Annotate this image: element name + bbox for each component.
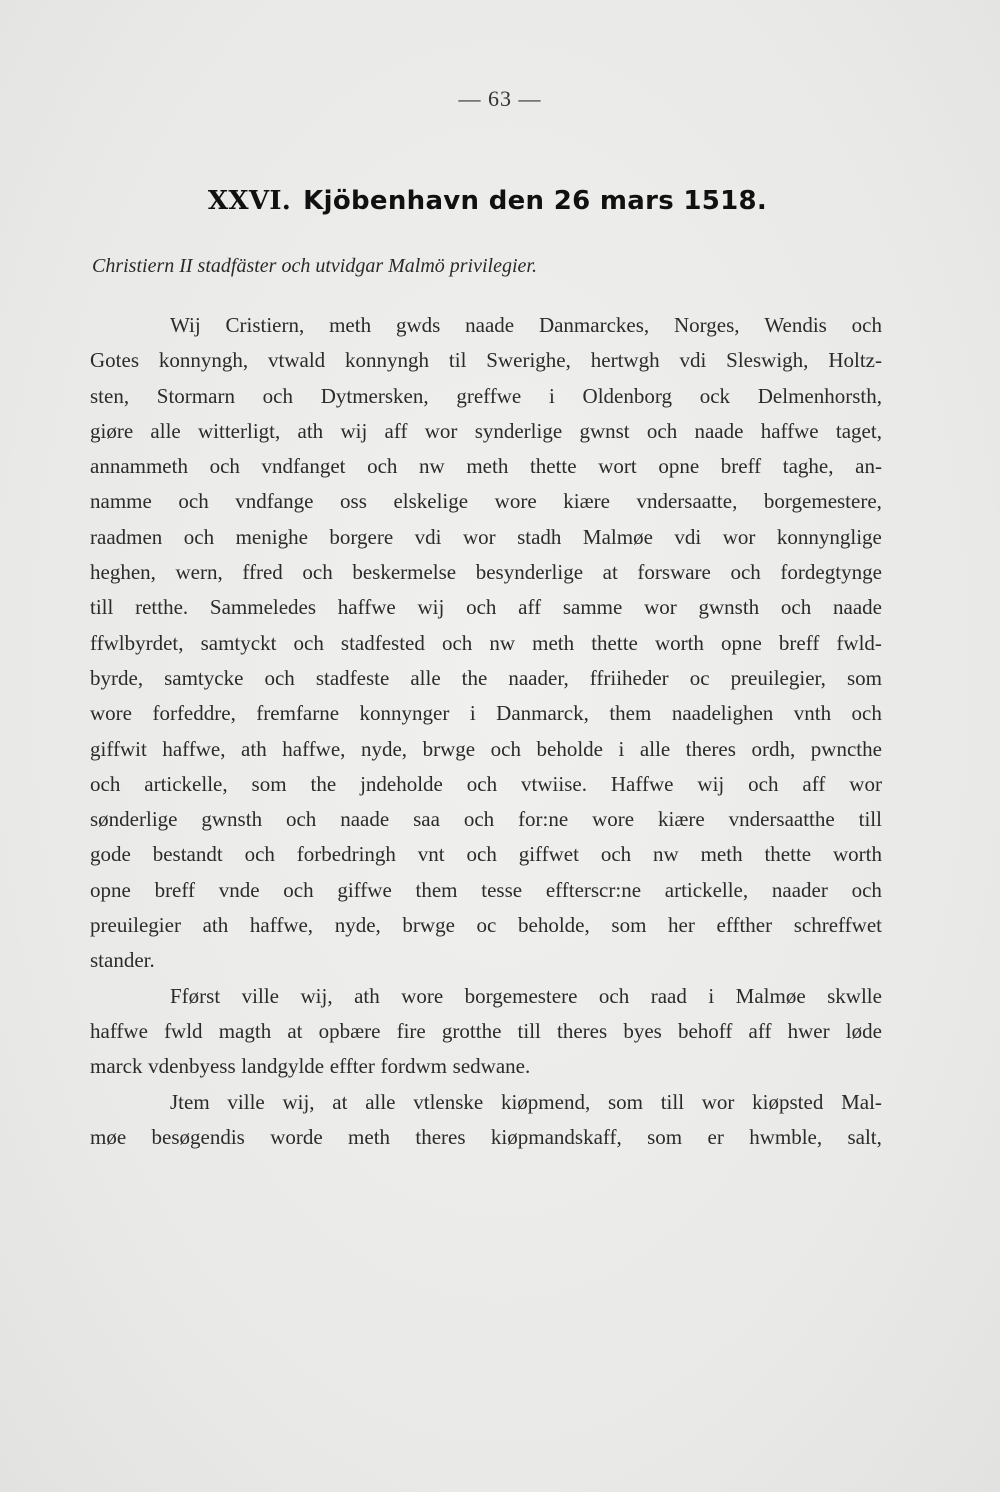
text-line: Wij Cristiern, meth gwds naade Danmarckes, Norges, Wendis och: [170, 313, 882, 337]
text-line: till retthe. Sammeledes haffwe wij och aff samme wor gwnsth och naade: [90, 595, 882, 620]
document-body: [90, 308, 882, 1155]
text-line: marck vdenbyess landgylde effter fordwm sedwane.: [90, 1054, 531, 1079]
paragraph: [90, 308, 882, 979]
text-line: preuilegier ath haffwe, nyde, brwge oc beholde, som her effther schreffwet: [90, 913, 882, 938]
text-line: stander.: [90, 948, 155, 973]
page-number: — 63 —: [458, 86, 542, 111]
heading-roman-numeral: XXVI.: [207, 186, 292, 216]
text-line: opne breff vnde och giffwe them tesse effterscr:ne artickelle, naader och: [90, 877, 882, 902]
text-line: namme och vndfange oss elskelige wore kiære vndersaatte, borgemestere,: [90, 489, 882, 514]
text-line: raadmen och menighe borgere vdi wor stadh Malmøe vdi wor konnynglige: [90, 524, 882, 549]
text-line: Fførst ville wij, ath wore borgemestere och raad i Malmøe skwlle: [170, 983, 882, 1008]
text-line: sønderlige gwnsth och naade saa och for:ne wore kiære vndersaatthe till: [90, 807, 882, 832]
text-line: ffwlbyrdet, samtyckt och stadfested och nw meth thette worth opne breff fwld-: [90, 630, 882, 655]
text-line: byrde, samtycke och stadfeste alle the naader, ffriiheder oc preuilegier, som: [90, 665, 882, 690]
text-line: Jtem ville wij, at alle vtlenske kiøpmend, som till wor kiøpsted Mal-: [170, 1089, 882, 1114]
text-line: annammeth och vndfanget och nw meth thette wort opne breff taghe, an-: [90, 454, 882, 479]
text-line: haffwe fwld magth at opbære fire grotthe till theres byes behoff aff hwer løde: [90, 1018, 882, 1043]
text-line: sten, Stormarn och Dytmersken, greffwe i Oldenborg ock Delmenhorsth,: [90, 383, 882, 408]
paragraph: [90, 979, 882, 1085]
text-line: heghen, wern, ffred och beskermelse besynderlige at forsware och fordegtynge: [90, 560, 882, 585]
document-subtitle: Christiern II stadfäster och utvidgar Malmö privilegier.: [92, 255, 537, 277]
paragraph: [90, 1085, 882, 1156]
text-line: gode bestandt och forbedringh vnt och giffwet och nw meth thette worth: [90, 842, 882, 867]
text-line: Gotes konnyngh, vtwald konnyngh til Swerighe, hertwgh vdi Sleswigh, Holtz-: [90, 348, 882, 373]
text-line: och artickelle, som the jndeholde och vtwiise. Haffwe wij och aff wor: [90, 771, 882, 796]
document-heading: [0, 186, 975, 216]
text-line: giøre alle witterligt, ath wij aff wor synderlige gwnst och naade haffwe taget,: [90, 418, 882, 443]
text-line: giffwit haffwe, ath haffwe, nyde, brwge och beholde i alle theres ordh, pwncthe: [90, 736, 882, 761]
text-line: møe besøgendis worde meth theres kiøpmandskaff, som er hwmble, salt,: [90, 1124, 882, 1149]
text-line: wore forfeddre, fremfarne konnynger i Danmarck, them naadelighen vnth och: [90, 701, 882, 726]
heading-text: Kjöbenhavn den 26 mars 1518.: [303, 186, 768, 216]
